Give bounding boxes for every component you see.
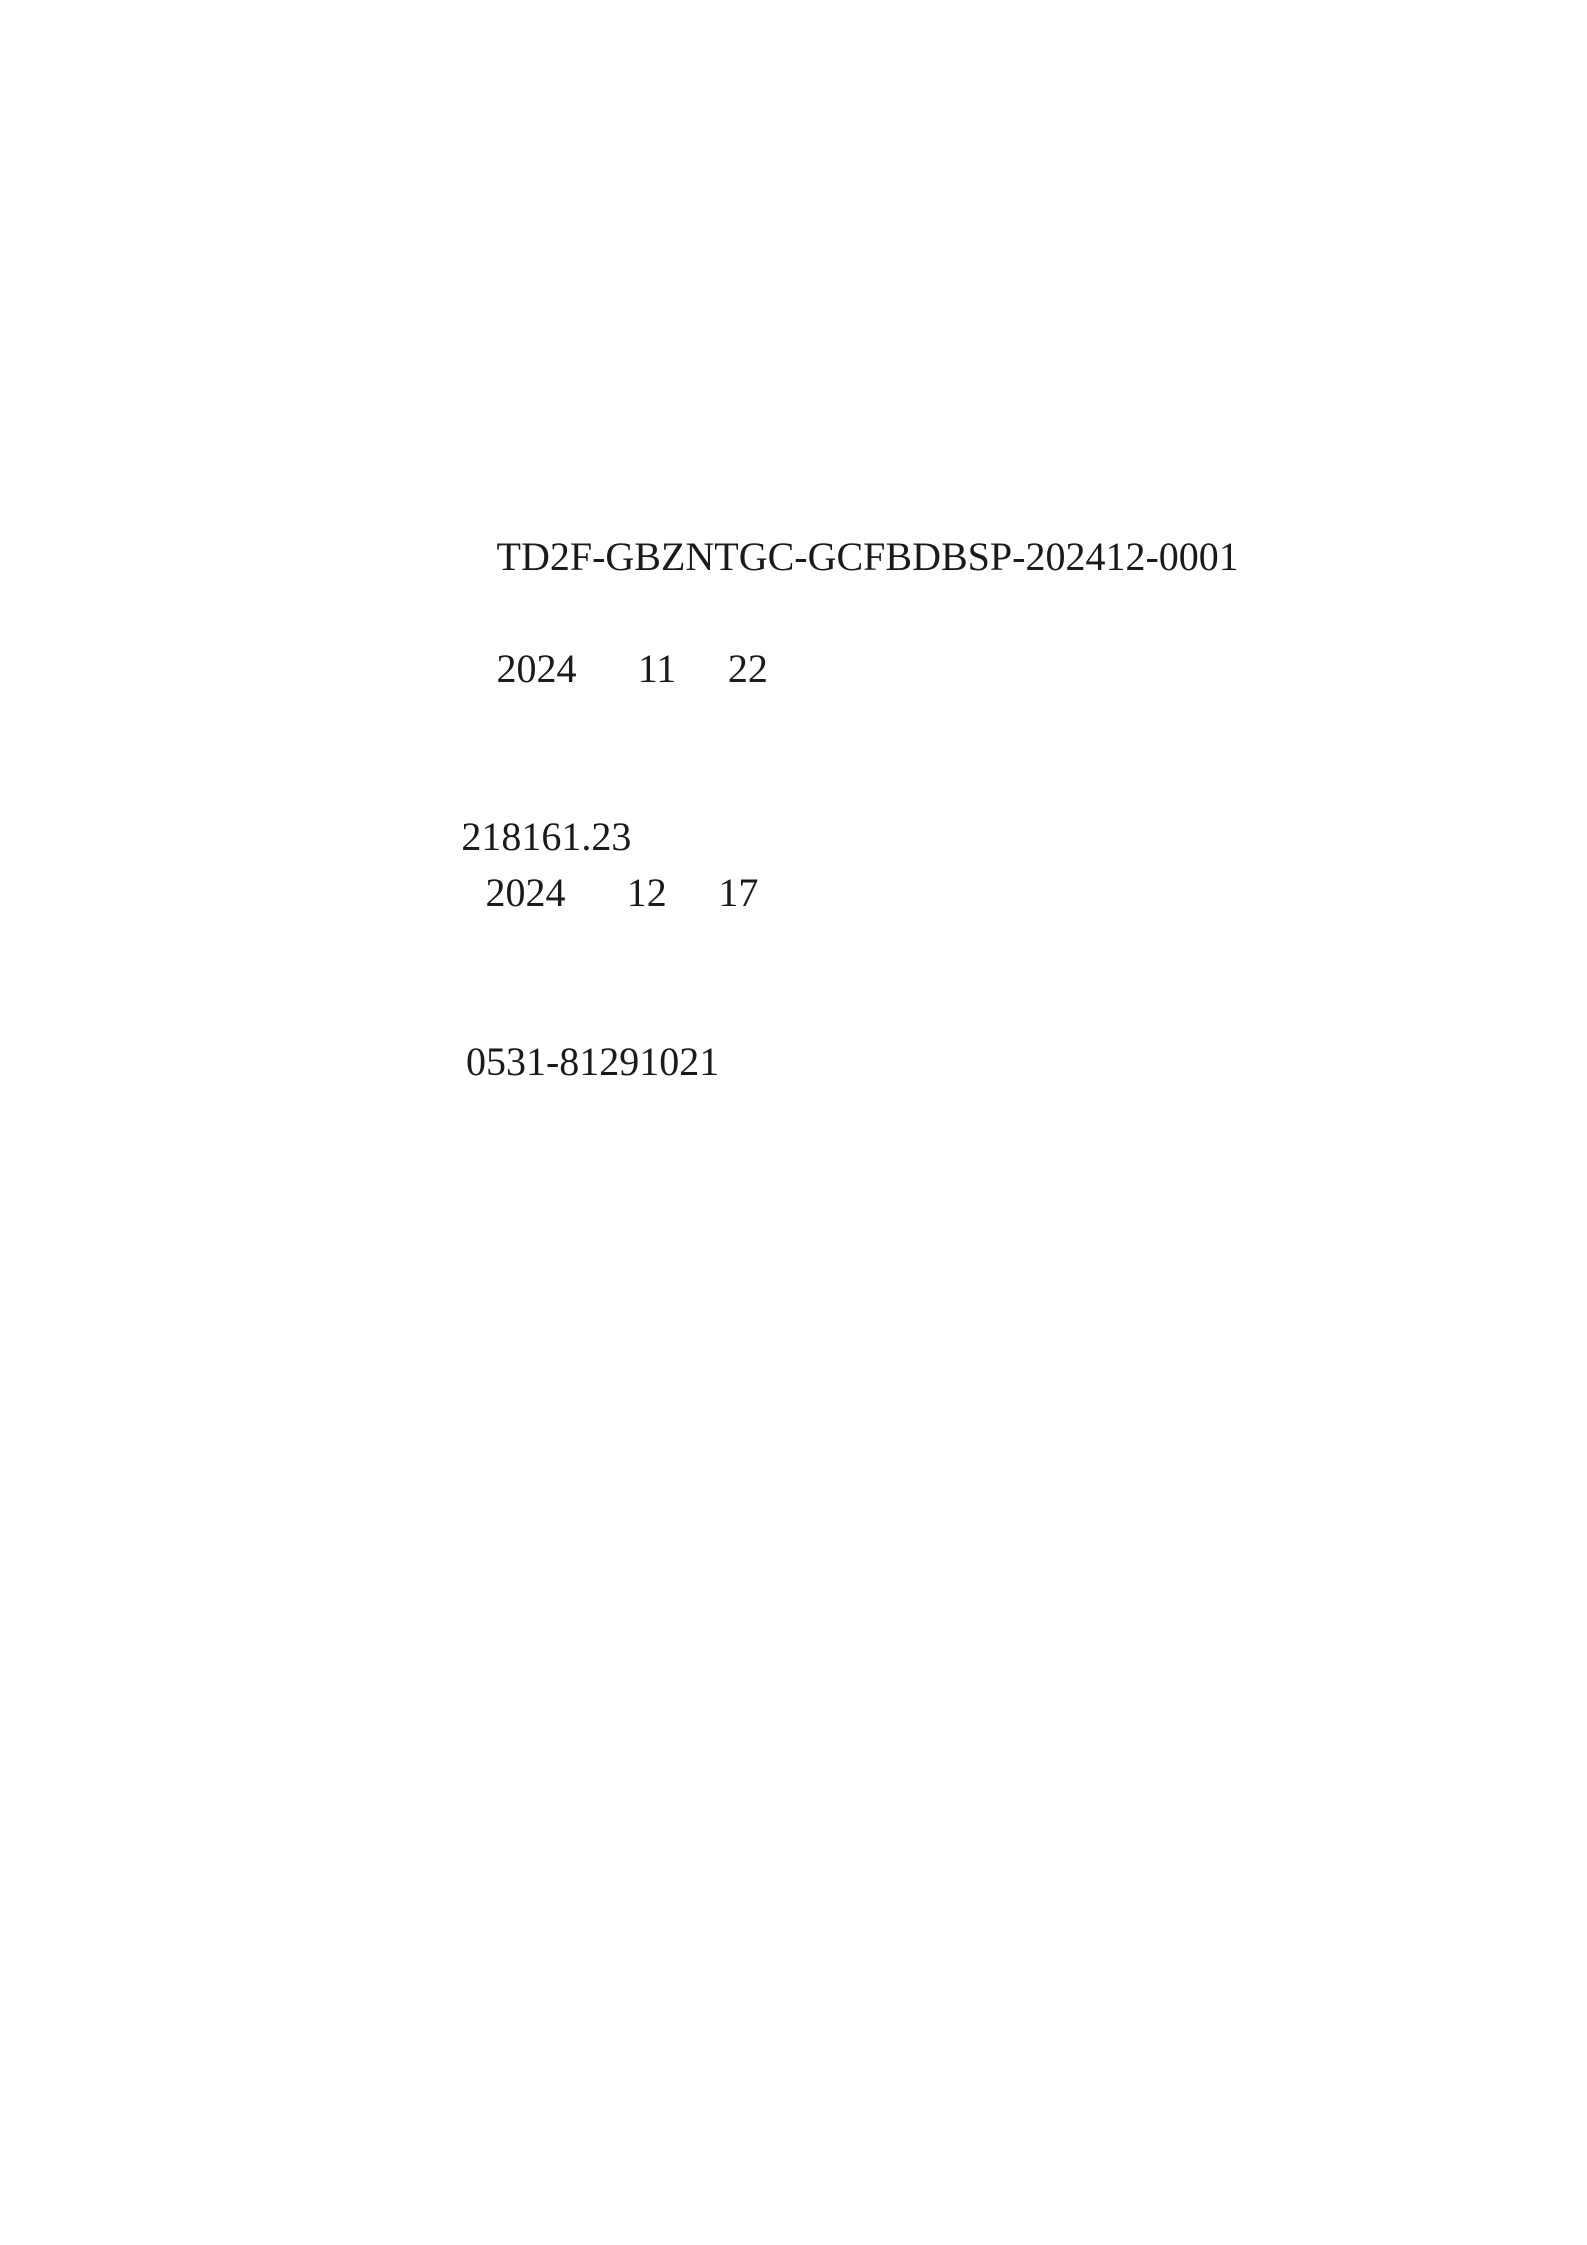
notice-day: 17 <box>718 870 759 916</box>
opening-day: 22 <box>727 645 768 691</box>
opening-date-line <box>327 645 768 691</box>
project-code-line <box>327 533 1239 579</box>
opening-month: 11 <box>637 645 677 691</box>
supervision-phone-line <box>344 1038 720 1084</box>
notice-year: 2024 <box>485 870 566 916</box>
opening-year: 2024 <box>496 645 577 691</box>
contract-amount-line <box>327 814 632 860</box>
notice-time-line <box>298 870 759 916</box>
notice-month: 12 <box>626 870 667 916</box>
contract-amount-value: 218161.23 <box>461 814 632 860</box>
supervision-phone-value: 0531-81291021 <box>465 1038 720 1084</box>
project-code-value: TD2F-GBZNTGC-GCFBDBSP-202412-0001 <box>496 533 1239 579</box>
